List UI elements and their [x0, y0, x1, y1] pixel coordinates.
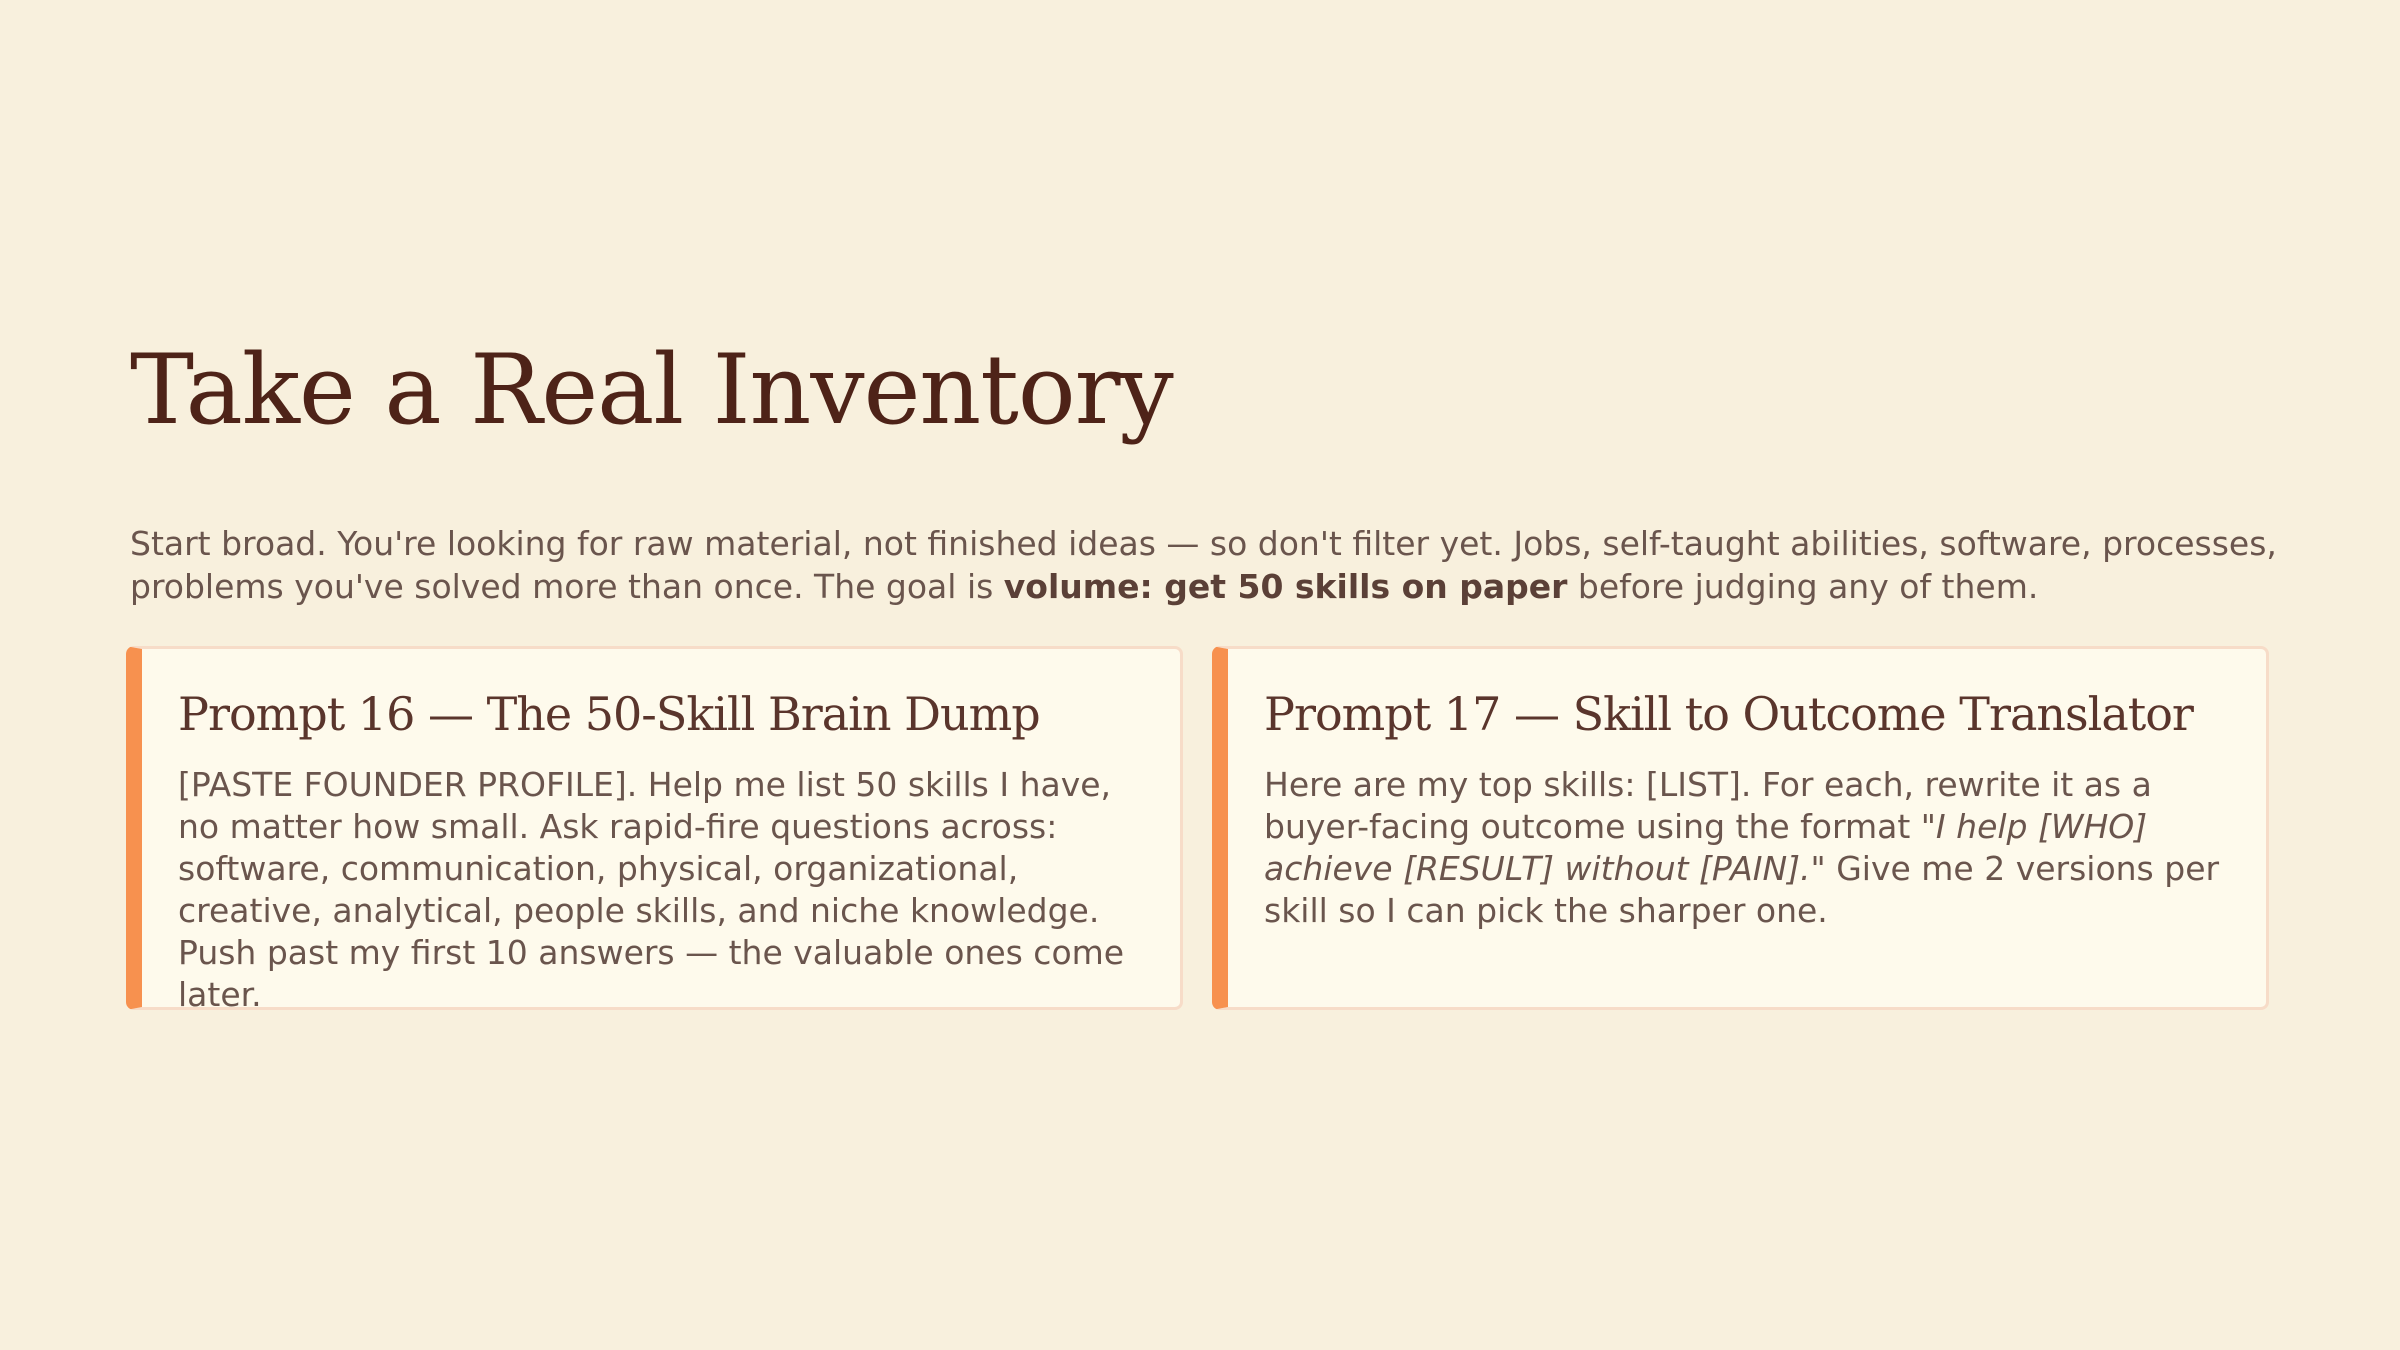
page-title: Take a Real Inventory [130, 334, 1173, 446]
intro-text-before: Start broad. You're looking for raw material, not finished ideas — so don't filter yet. Jobs, self-taught abilities, software, processes, problems you've solved more than once. The goal is [130, 524, 2277, 606]
intro-emphasis: volume: get 50 skills on paper [1003, 567, 1568, 606]
intro-text-after: before judging any of them. [1567, 567, 2039, 606]
prompt-card-title: Prompt 16 — The 50-Skill Brain Dump [178, 687, 1040, 741]
prompt-card-16 [126, 646, 1183, 1015]
prompt-card-body-format: "I help [WHO] achieve [RESULT] without [PAIN]." [1264, 807, 2148, 889]
prompt-card-17 [1212, 646, 2269, 1010]
prompt-card-body: [PASTE FOUNDER PROFILE]. Help me list 50 skills I have, no matter how small. Ask rapid-fire questions across: software, communication, physical, organizational, creative, analytical, people skills, and niche knowledge. Push past my first 10 answers — the valuable ones come later. [178, 765, 1125, 1015]
intro-paragraph [130, 522, 2290, 608]
prompt-card-body-after: Give me 2 versions per skill so I can pick the sharper one. [1264, 849, 2220, 931]
prompt-card-body-before: Here are my top skills: [LIST]. For each, rewrite it as a buyer-facing outcome using the format [1264, 765, 2152, 847]
prompt-card-title: Prompt 17 — Skill to Outcome Translator [1264, 687, 2193, 741]
prompt-card-body [1264, 764, 2236, 932]
